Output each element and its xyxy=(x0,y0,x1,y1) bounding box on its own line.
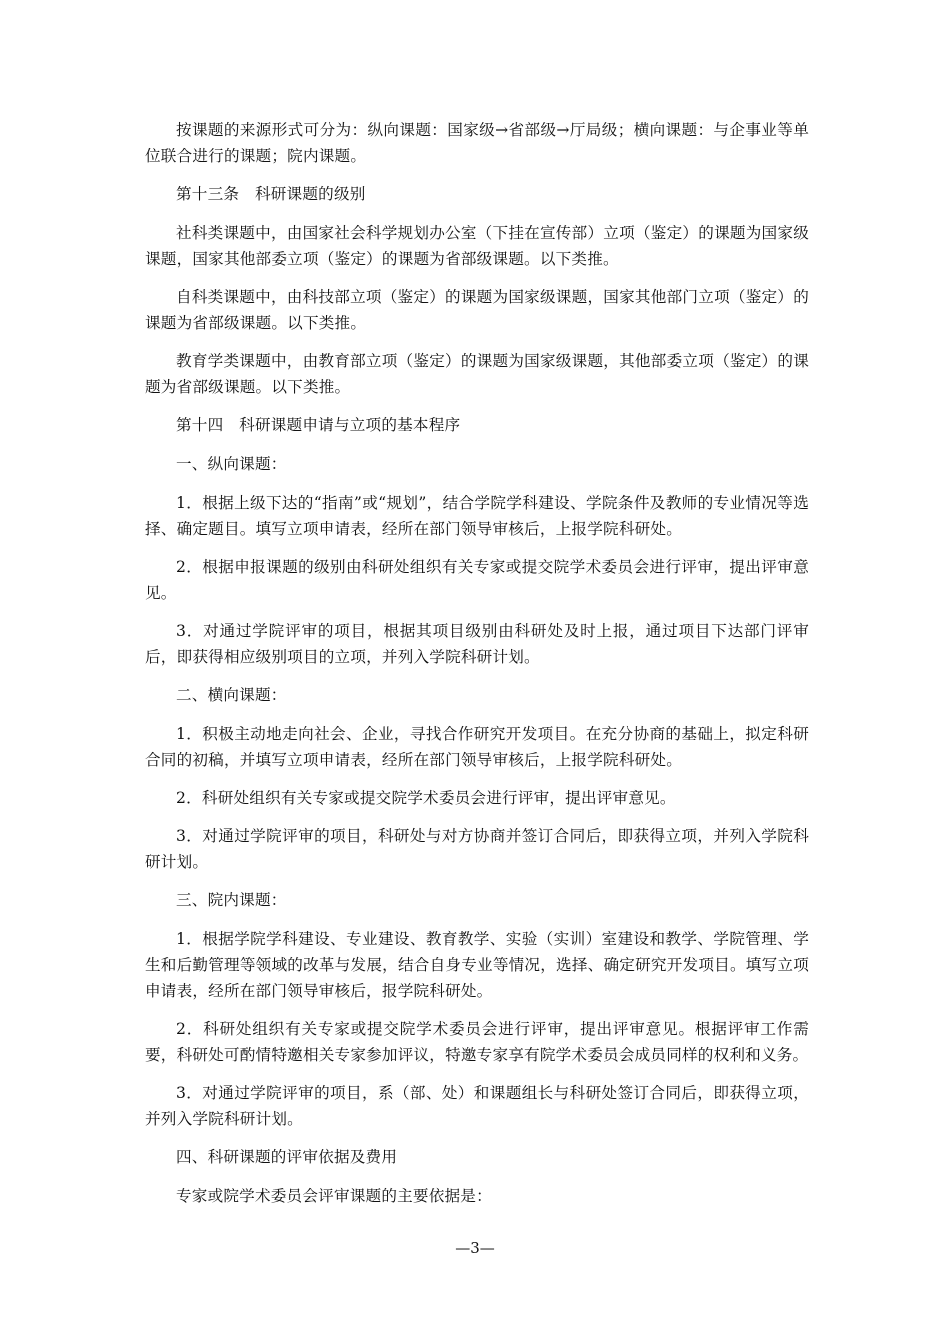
section-heading: 三、院内课题： xyxy=(176,891,287,909)
list-item: 2．根据申报课题的级别由科研处组织有关专家或提交院学术委员会进行评审，提出评审意见。 xyxy=(145,558,809,602)
list-item: 1．根据学院学科建设、专业建设、教育教学、实验（实训）室建设和教学、学院管理、学生和后勤管理等领域的改革与发展，结合自身专业等情况，选择、确定研究开发项目。填写立项申请表，经所在部门领导审核后，报学院科研处。 xyxy=(145,930,809,1000)
list-item: 3．对通过学院评审的项目，系（部、处）和课题组长与科研处签订合同后，即获得立项，并列入学院科研计划。 xyxy=(145,1084,809,1128)
section-heading: 二、横向课题： xyxy=(176,686,287,704)
paragraph: 专家或院学术委员会评审课题的主要依据是： xyxy=(176,1187,492,1205)
paragraph: 教育学类课题中，由教育部立项（鉴定）的课题为国家级课题，其他部委立项（鉴定）的课题为省部级课题。以下类推。 xyxy=(145,352,809,396)
section-heading: 四、科研课题的评审依据及费用 xyxy=(176,1148,398,1166)
list-item: 2．科研处组织有关专家或提交院学术委员会进行评审，提出评审意见。 xyxy=(176,789,676,807)
list-item: 3．对通过学院评审的项目，根据其项目级别由科研处及时上报，通过项目下达部门评审后，即获得相应级别项目的立项，并列入学院科研计划。 xyxy=(145,622,809,666)
list-item: 2．科研处组织有关专家或提交院学术委员会进行评审，提出评审意见。根据评审工作需要，科研处可酌情特邀相关专家参加评议，特邀专家享有院学术委员会成员同样的权利和义务。 xyxy=(145,1020,809,1064)
article-heading: 第十四 科研课题申请与立项的基本程序 xyxy=(176,416,461,434)
paragraph: 社科类课题中，由国家社会科学规划办公室（下挂在宣传部）立项（鉴定）的课题为国家级课题，国家其他部委立项（鉴定）的课题为省部级课题。以下类推。 xyxy=(145,224,809,268)
paragraph: 按课题的来源形式可分为：纵向课题：国家级→省部级→厅局级；横向课题：与企事业等单位联合进行的课题；院内课题。 xyxy=(145,121,809,165)
page-number: —3— xyxy=(455,1239,495,1257)
list-item: 1．根据上级下达的“指南”或“规划”，结合学院学科建设、学院条件及教师的专业情况等选择、确定题目。填写立项申请表，经所在部门领导审核后，上报学院科研处。 xyxy=(145,494,809,538)
article-heading: 第十三条 科研课题的级别 xyxy=(176,185,366,203)
document-body xyxy=(145,117,809,1221)
list-item: 3．对通过学院评审的项目，科研处与对方协商并签订合同后，即获得立项，并列入学院科研计划。 xyxy=(145,827,809,871)
paragraph: 自科类课题中，由科技部立项（鉴定）的课题为国家级课题，国家其他部门立项（鉴定）的课题为省部级课题。以下类推。 xyxy=(145,288,809,332)
section-heading: 一、纵向课题： xyxy=(176,455,287,473)
list-item: 1．积极主动地走向社会、企业，寻找合作研究开发项目。在充分协商的基础上，拟定科研合同的初稿，并填写立项申请表，经所在部门领导审核后，上报学院科研处。 xyxy=(145,725,809,769)
